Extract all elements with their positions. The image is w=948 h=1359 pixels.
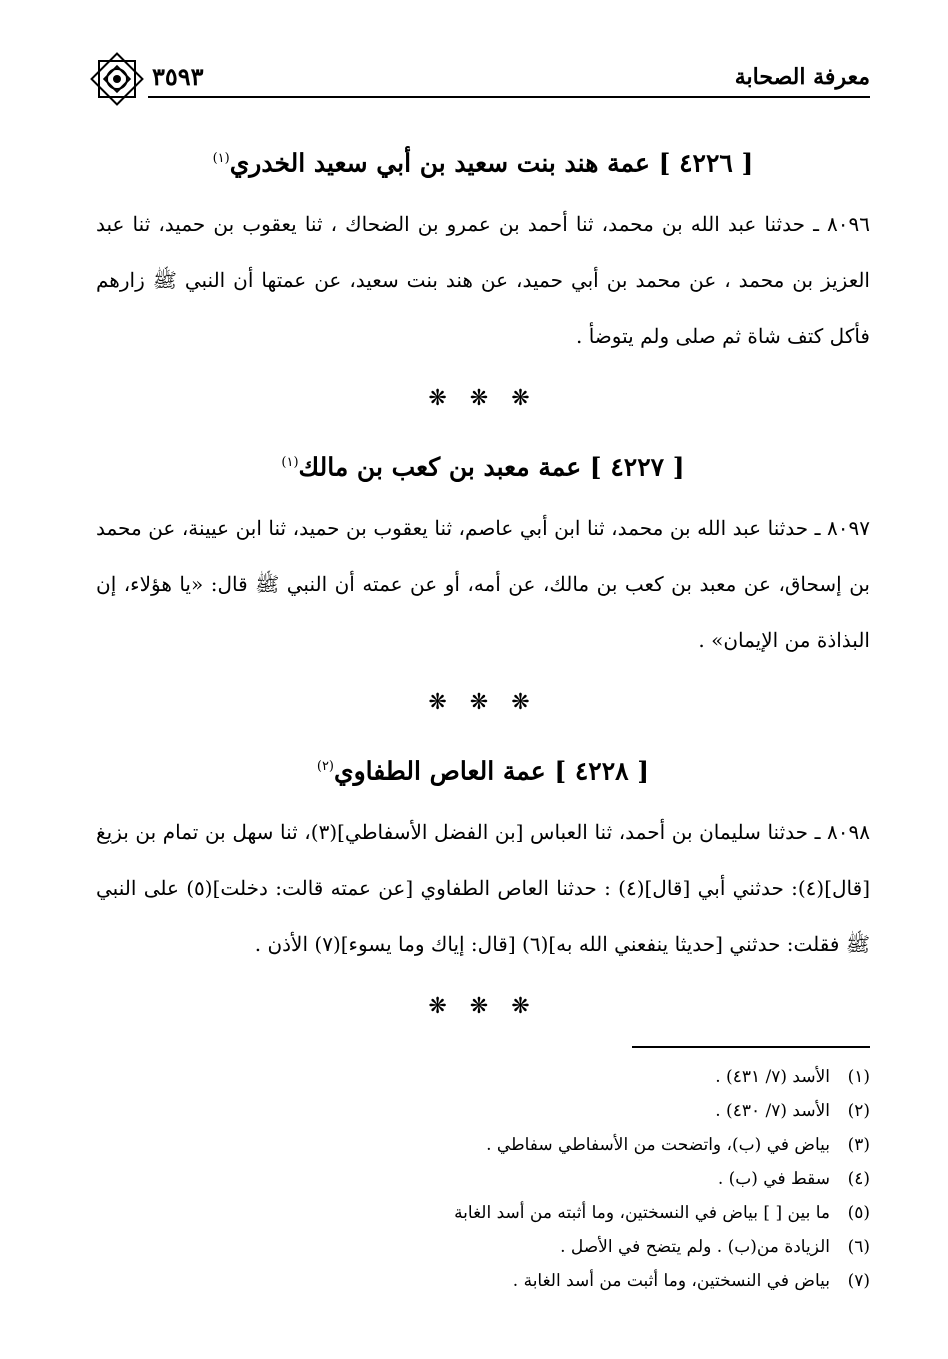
footnote-item — [96, 1060, 870, 1094]
footnote-text: ما بين [ ] بياض في النسختين، وما أثبته من أسد الغابة — [454, 1203, 830, 1223]
entry-text: ٨٠٩٦ ـ حدثنا عبد الله بن محمد، ثنا أحمد بن عمرو بن الضحاك ، ثنا يعقوب بن حميد، ثنا عبد العزيز بن محمد ، عن محمد بن أبي حميد، عن هند بنت سعيد، عن عمتها أن النبي ﷺ زارهم فأكل كتف شاة ثم صلى ولم يتوضأ . — [96, 212, 870, 348]
entry-title-text: [ ٤٢٢٦ ] عمة هند بنت سعيد بن أبي سعيد الخدري — [229, 148, 754, 178]
footnote-item — [96, 1230, 870, 1264]
page-content — [96, 130, 870, 1042]
footnote-text: بياض في النسختين، وما أثبت من أسد الغابة . — [512, 1271, 830, 1291]
footnote-text: الزيادة من(ب) . ولم يتضح في الأصل . — [560, 1237, 830, 1257]
footnote-number: (٥) — [847, 1203, 870, 1223]
header-rule — [148, 96, 870, 98]
footnote-text: بياض في (ب)، واتضحت من الأسفاطي سفاطي . — [486, 1135, 830, 1155]
footnote-number: (٦) — [847, 1237, 870, 1257]
entry-4227 — [96, 434, 870, 668]
footnote-item — [96, 1128, 870, 1162]
entry-title — [96, 130, 870, 188]
footnote-number: (١) — [847, 1067, 870, 1087]
page-header — [92, 56, 870, 108]
footnote-number: (٢) — [847, 1101, 870, 1121]
section-separator: ❋ ❋ ❋ — [428, 386, 538, 411]
running-title: معرفة الصحابة — [734, 64, 870, 90]
entry-4226 — [96, 130, 870, 364]
footnote-text: سقط في (ب) . — [717, 1169, 830, 1189]
entry-title-text: [ ٤٢٢٧ ] عمة معبد بن كعب بن مالك — [298, 452, 685, 482]
footnote-text: الأسد (٧/ ٤٣٠) . — [715, 1101, 830, 1121]
footnote-number: (٤) — [847, 1169, 870, 1189]
footnote-item — [96, 1196, 870, 1230]
entry-title-note: (٢) — [316, 759, 334, 774]
footnote-item — [96, 1264, 870, 1298]
footnote-text: الأسد (٧/ ٤٣١) . — [715, 1067, 830, 1087]
footnote-number: (٧) — [847, 1271, 870, 1291]
footnotes — [96, 1060, 870, 1298]
section-separator: ❋ ❋ ❋ — [428, 994, 538, 1019]
entry-title — [96, 434, 870, 492]
page-number: ٣٥٩٣ — [152, 62, 204, 91]
section-separator: ❋ ❋ ❋ — [428, 690, 538, 715]
entry-title-note: (١) — [281, 455, 299, 470]
footnote-number: (٣) — [847, 1135, 870, 1155]
entry-4228 — [96, 738, 870, 972]
entry-text: ٨٠٩٧ ـ حدثنا عبد الله بن محمد، ثنا ابن أبي عاصم، ثنا يعقوب بن حميد، ثنا ابن عيينة، عن محمد بن إسحاق، عن معبد بن كعب بن مالك، عن أمه، أو عن عمته أن النبي ﷺ قال: «يا هؤلاء، إن البذاذة من الإيمان» . — [96, 516, 870, 652]
footnote-item — [96, 1094, 870, 1128]
entry-text: ٨٠٩٨ ـ حدثنا سليمان بن أحمد، ثنا العباس [بن الفضل الأسفاطي](٣)، ثنا سهل بن تمام بن بزيغ [قال](٤): حدثني أبي [قال](٤) : حدثنا العاص الطفاوي [عن عمته قالت: دخلت](٥) على النبي ﷺ فقلت: حدثني [حديثا ينفعني الله به](٦) [قال: إياك وما يسوء](٧) الأذن . — [96, 820, 870, 956]
entry-title-text: [ ٤٢٢٨ ] عمة العاص الطفاوي — [334, 756, 650, 786]
ornament-icon — [86, 48, 148, 110]
entry-title-note: (١) — [212, 151, 230, 166]
footnote-rule — [632, 1046, 870, 1048]
footnote-item — [96, 1162, 870, 1196]
entry-title — [96, 738, 870, 796]
